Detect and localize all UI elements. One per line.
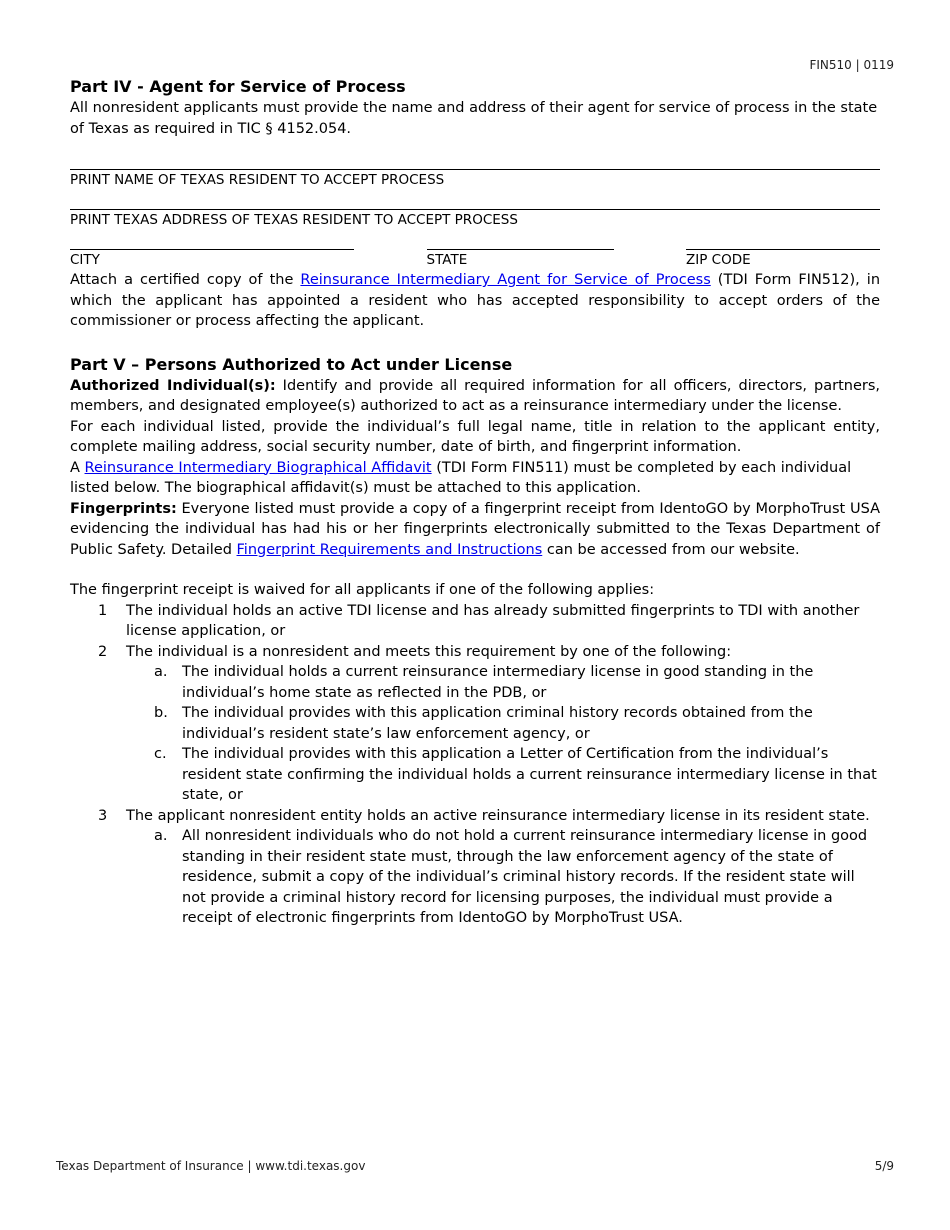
agent-name-field[interactable] xyxy=(70,151,880,170)
footer-agency: Texas Department of Insurance | www.tdi.texas.gov xyxy=(56,1159,366,1173)
state-label: STATE xyxy=(426,252,468,268)
fingerprints-paragraph xyxy=(70,499,880,561)
attach-text-pre: Attach a certified copy of the xyxy=(70,272,301,288)
part5-title: Part V – Persons Authorized to Act under License xyxy=(70,354,513,374)
sub-list-item xyxy=(70,826,880,929)
authorized-paragraph xyxy=(70,376,880,417)
sub-list-text: The individual holds a current reinsurance intermediary license in good standing in the individual’s home state as reflected in the PDB, or xyxy=(182,664,814,701)
agent-service-form-link[interactable]: Reinsurance Intermediary Agent for Service of Process xyxy=(300,272,711,288)
sub-list-letter: b. xyxy=(154,705,168,721)
agent-name-label: PRINT NAME OF TEXAS RESIDENT TO ACCEPT PROCESS xyxy=(70,172,445,188)
fingerprint-requirements-link[interactable]: Fingerprint Requirements and Instructions xyxy=(236,541,543,558)
list-item xyxy=(70,642,880,663)
affidavit-paragraph xyxy=(70,458,880,499)
affidavit-text-pre: A xyxy=(70,459,85,476)
zip-label: ZIP CODE xyxy=(686,252,751,268)
list-number: 2 xyxy=(98,643,108,660)
waiver-intro: The fingerprint receipt is waived for all applicants if one of the following applies: xyxy=(70,582,655,598)
page-content xyxy=(70,76,880,929)
sub-list-text: All nonresident individuals who do not hold a current reinsurance intermediary license in good standing in their resident state must, through the law enforcement agency of the state of residence, submit a copy of the individual’s criminal history records. If the resident state will not provide a criminal history record for licensing purposes, the individual must provide a receipt of electronic fingerprints from IdentoGO by MorphoTrust USA. xyxy=(182,828,868,926)
fingerprints-heading: Fingerprints: xyxy=(70,500,177,517)
list-text: The individual is a nonresident and meets this requirement by one of the following: xyxy=(126,643,732,660)
part4-title: Part IV - Agent for Service of Process xyxy=(70,77,406,96)
sub-list-item xyxy=(70,744,880,806)
page-number: 5/9 xyxy=(874,1159,894,1173)
form-id: FIN510 | 0119 xyxy=(809,58,894,72)
sub-list-text: The individual provides with this application criminal history records obtained from the individual’s resident state’s law enforcement agency, or xyxy=(182,705,813,742)
list-item xyxy=(70,806,880,827)
attach-text-post: (TDI Form FIN512), in which the applicant has appointed a resident who has accepted responsibility to accept orders of the commissioner or process affecting the applicant. xyxy=(70,272,881,329)
city-field[interactable] xyxy=(70,231,354,250)
each-individual-paragraph: For each individual listed, provide the individual’s full legal name, title in relation to the applicant entity, complete mailing address, social security number, date of birth, and fingerprint information. xyxy=(70,418,880,455)
city-label: CITY xyxy=(70,252,100,268)
fingerprints-text-post: can be accessed from our website. xyxy=(542,541,800,558)
zip-field[interactable] xyxy=(686,231,880,250)
list-text: The individual holds an active TDI license and has already submitted fingerprints to TDI with another license application, or xyxy=(126,602,860,639)
list-number: 3 xyxy=(98,807,108,824)
list-number: 1 xyxy=(98,602,108,619)
sub-list-letter: a. xyxy=(154,828,168,844)
sub-list-item xyxy=(70,662,880,703)
list-item xyxy=(70,601,880,642)
sub-list-letter: a. xyxy=(154,664,168,680)
list-text: The applicant nonresident entity holds an active reinsurance intermediary license in its resident state. xyxy=(126,807,870,824)
agent-address-field[interactable] xyxy=(70,191,880,210)
sub-list-item xyxy=(70,703,880,744)
authorized-heading: Authorized Individual(s): xyxy=(70,377,276,394)
attach-paragraph xyxy=(70,270,880,332)
city-state-zip-row xyxy=(70,231,880,270)
fingerprints-text: Everyone listed must provide a copy of a fingerprint receipt from IdentoGO by MorphoTrust USA evidencing the individual has had his or her fingerprints electronically submitted to the Texas Department of Public Safety. Detailed xyxy=(70,500,880,558)
sub-list-text: The individual provides with this application a Letter of Certification from the individual’s resident state confirming the individual holds a current reinsurance intermediary license in that state, or xyxy=(182,746,877,803)
authorized-text: Identify and provide all required information for all officers, directors, partners, members, and designated employee(s) authorized to act as a reinsurance intermediary under the license. xyxy=(70,377,881,414)
affidavit-text-post: (TDI Form FIN511) must be completed by each individual listed below. The biographical affidavit(s) must be attached to this application. xyxy=(70,459,852,496)
part4-intro: All nonresident applicants must provide the name and address of their agent for service of process in the state of Texas as required in TIC § 4152.054. xyxy=(70,100,878,137)
state-field[interactable] xyxy=(427,231,614,250)
biographical-affidavit-link[interactable]: Reinsurance Intermediary Biographical Affidavit xyxy=(84,459,432,476)
sub-list-letter: c. xyxy=(154,746,167,762)
agent-address-label: PRINT TEXAS ADDRESS OF TEXAS RESIDENT TO ACCEPT PROCESS xyxy=(70,212,518,228)
